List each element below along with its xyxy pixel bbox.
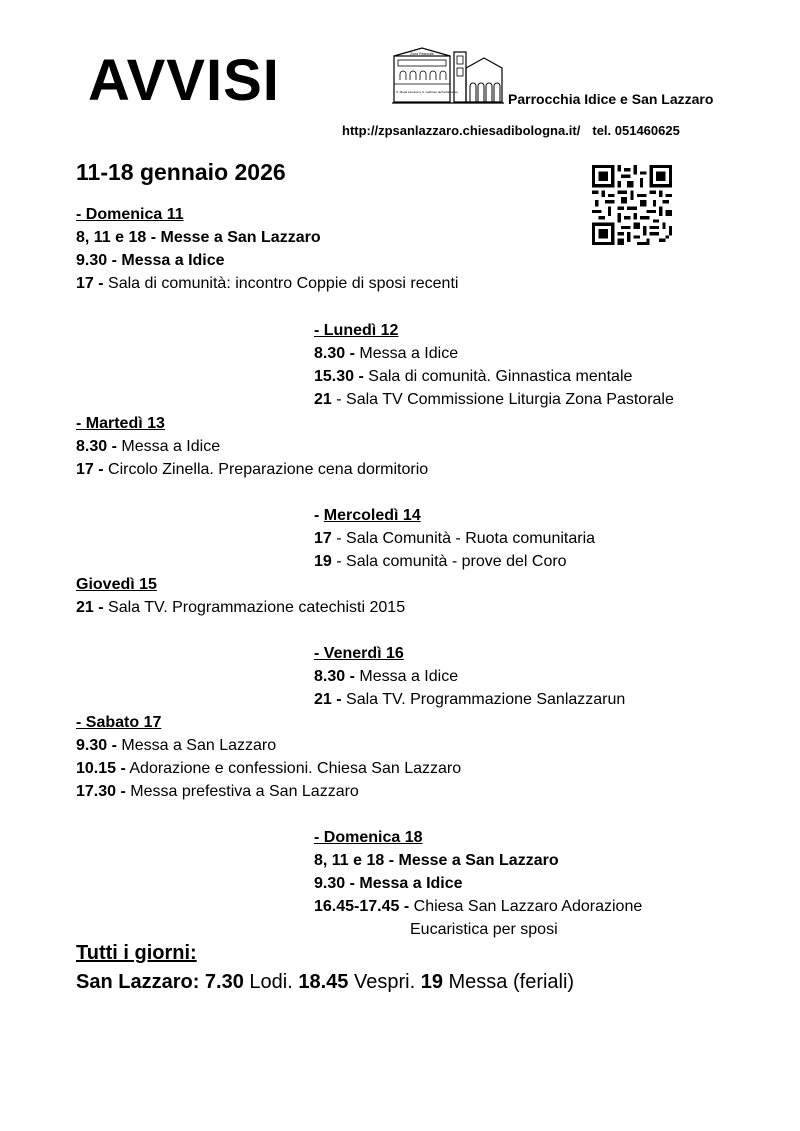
day-block-giovedi-15 bbox=[76, 573, 405, 619]
event-item: 17 - Sala Comunità - Ruota comunitaria bbox=[314, 530, 596, 547]
event-item: 19 - Sala comunità - prove del Coro bbox=[314, 553, 567, 570]
daily-schedule-title: Tutti i giorni: bbox=[76, 942, 197, 964]
date-range: 11-18 gennaio 2026 bbox=[76, 159, 286, 185]
event-item: 8, 11 e 18 - Messe a San Lazzaro bbox=[314, 852, 559, 869]
event-item: 8, 11 e 18 - Messe a San Lazzaro bbox=[76, 229, 321, 246]
event-item: 16.45-17.45 - Chiesa San Lazzaro Adorazione bbox=[314, 898, 643, 915]
event-item: 8.30 - Messa a Idice bbox=[314, 345, 459, 362]
day-heading: - Domenica 18 bbox=[314, 829, 423, 846]
day-block-sabato-17 bbox=[76, 711, 461, 803]
event-item: 17.30 - Messa prefestiva a San Lazzaro bbox=[76, 783, 359, 800]
day-heading: - Domenica 11 bbox=[76, 206, 184, 223]
event-item: 21 - Sala TV. Programmazione catechisti 2015 bbox=[76, 599, 406, 616]
event-item: 17 - Circolo Zinella. Preparazione cena dormitorio bbox=[76, 461, 429, 478]
day-block-domenica-18 bbox=[314, 826, 642, 941]
parish-name: Parrocchia Idice e San Lazzaro bbox=[508, 91, 714, 107]
phone-number: tel. 051460625 bbox=[592, 123, 680, 138]
day-heading: - Mercoledì 14 bbox=[314, 507, 421, 524]
event-item: 8.30 - Messa a Idice bbox=[76, 438, 221, 455]
event-item: 8.30 - Messa a Idice bbox=[314, 668, 459, 685]
church-buildings-logo bbox=[392, 46, 504, 106]
page-title: AVVISI bbox=[88, 48, 280, 113]
daily-schedule-line: San Lazzaro: 7.30 Lodi. 18.45 Vespri. 19 Messa (feriali) bbox=[76, 971, 575, 993]
event-item-continuation: Eucaristica per sposi bbox=[410, 921, 558, 938]
day-heading: Giovedì 15 bbox=[76, 576, 157, 593]
contact-line bbox=[342, 123, 680, 138]
website-link[interactable]: http://zpsanlazzaro.chiesadibologna.it/ bbox=[342, 123, 581, 138]
day-block-mercoledi-14 bbox=[314, 504, 595, 573]
svg-text:Zona Pastorale: Zona Pastorale bbox=[410, 52, 434, 56]
day-block-lunedi-12 bbox=[314, 319, 674, 411]
day-heading: - Venerdì 16 bbox=[314, 645, 404, 662]
event-item: 9.30 - Messa a Idice bbox=[314, 875, 463, 892]
event-item: 9.30 - Messa a Idice bbox=[76, 252, 225, 269]
day-heading: - Sabato 17 bbox=[76, 714, 162, 731]
event-item: 9.30 - Messa a San Lazzaro bbox=[76, 737, 277, 754]
event-item: 15.30 - Sala di comunità. Ginnastica mentale bbox=[314, 368, 633, 385]
event-item: 17 - Sala di comunità: incontro Coppie di sposi recenti bbox=[76, 275, 459, 292]
svg-text:S. Maria Assunta e S. Gabriele: S. Maria Assunta e S. Gabriele dell'Addolorata bbox=[396, 90, 458, 94]
event-item: 21 - Sala TV. Programmazione Sanlazzarun bbox=[314, 691, 626, 708]
event-item: 10.15 - Adorazione e confessioni. Chiesa San Lazzaro bbox=[76, 760, 462, 777]
event-item: 21 - Sala TV Commissione Liturgia Zona Pastorale bbox=[314, 391, 674, 408]
day-heading: - Martedì 13 bbox=[76, 415, 165, 432]
qr-code-icon bbox=[592, 165, 672, 245]
day-block-martedi-13 bbox=[76, 412, 428, 481]
day-block-venerdi-16 bbox=[314, 642, 625, 711]
day-heading: - Lunedì 12 bbox=[314, 322, 399, 339]
day-block-domenica-11 bbox=[76, 203, 458, 295]
